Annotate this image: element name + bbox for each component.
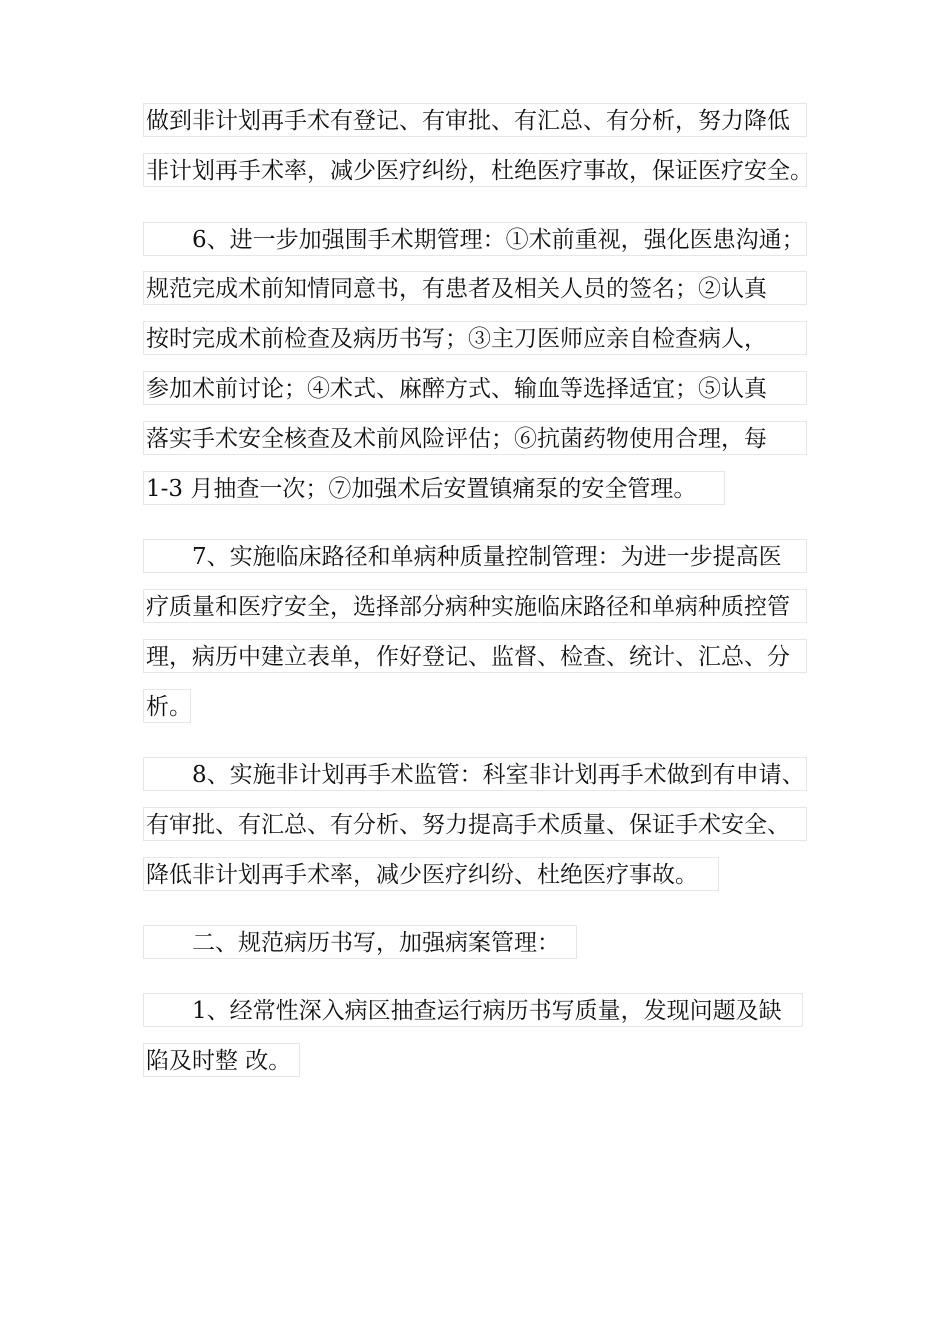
- text-line: 落实手术安全核查及术前风险评估；⑥抗菌药物使用合理，每: [143, 421, 807, 455]
- paragraph-7-start: 7、实施临床路径和单病种质量控制管理：为进一步提高医: [143, 539, 807, 573]
- text-line: 参加术前讨论；④术式、麻醉方式、输血等选择适宜；⑤认真: [143, 371, 807, 405]
- text-line: 做到非计划再手术有登记、有审批、有汇总、有分析，努力降低: [143, 103, 807, 137]
- section-heading: 二、规范病历书写，加强病案管理：: [143, 925, 577, 959]
- text-line: 理，病历中建立表单，作好登记、监督、检查、统计、汇总、分: [143, 639, 807, 673]
- text-line: 疗质量和医疗安全，选择部分病种实施临床路径和单病种质控管: [143, 589, 807, 623]
- text-line: 按时完成术前检查及病历书写；③主刀医师应亲自检查病人，: [143, 321, 807, 355]
- text-line: 规范完成术前知情同意书，有患者及相关人员的签名；②认真: [143, 271, 807, 305]
- text-line: 陷及时整 改。: [143, 1043, 300, 1077]
- text-line: 析。: [143, 689, 191, 723]
- paragraph-1-start: 1、经常性深入病区抽查运行病历书写质量，发现问题及缺: [143, 993, 803, 1027]
- paragraph-6-start: 6、进一步加强围手术期管理：①术前重视，强化医患沟通；: [143, 222, 807, 256]
- text-line: 1-3 月抽查一次；⑦加强术后安置镇痛泵的安全管理。: [143, 471, 725, 505]
- text-line: 有审批、有汇总、有分析、努力提高手术质量、保证手术安全、: [143, 807, 807, 841]
- text-line: 非计划再手术率，减少医疗纠纷，杜绝医疗事故，保证医疗安全。: [143, 153, 807, 187]
- text-line: 降低非计划再手术率，减少医疗纠纷、杜绝医疗事故。: [143, 857, 719, 891]
- paragraph-8-start: 8、实施非计划再手术监管：科室非计划再手术做到有申请、: [143, 757, 807, 791]
